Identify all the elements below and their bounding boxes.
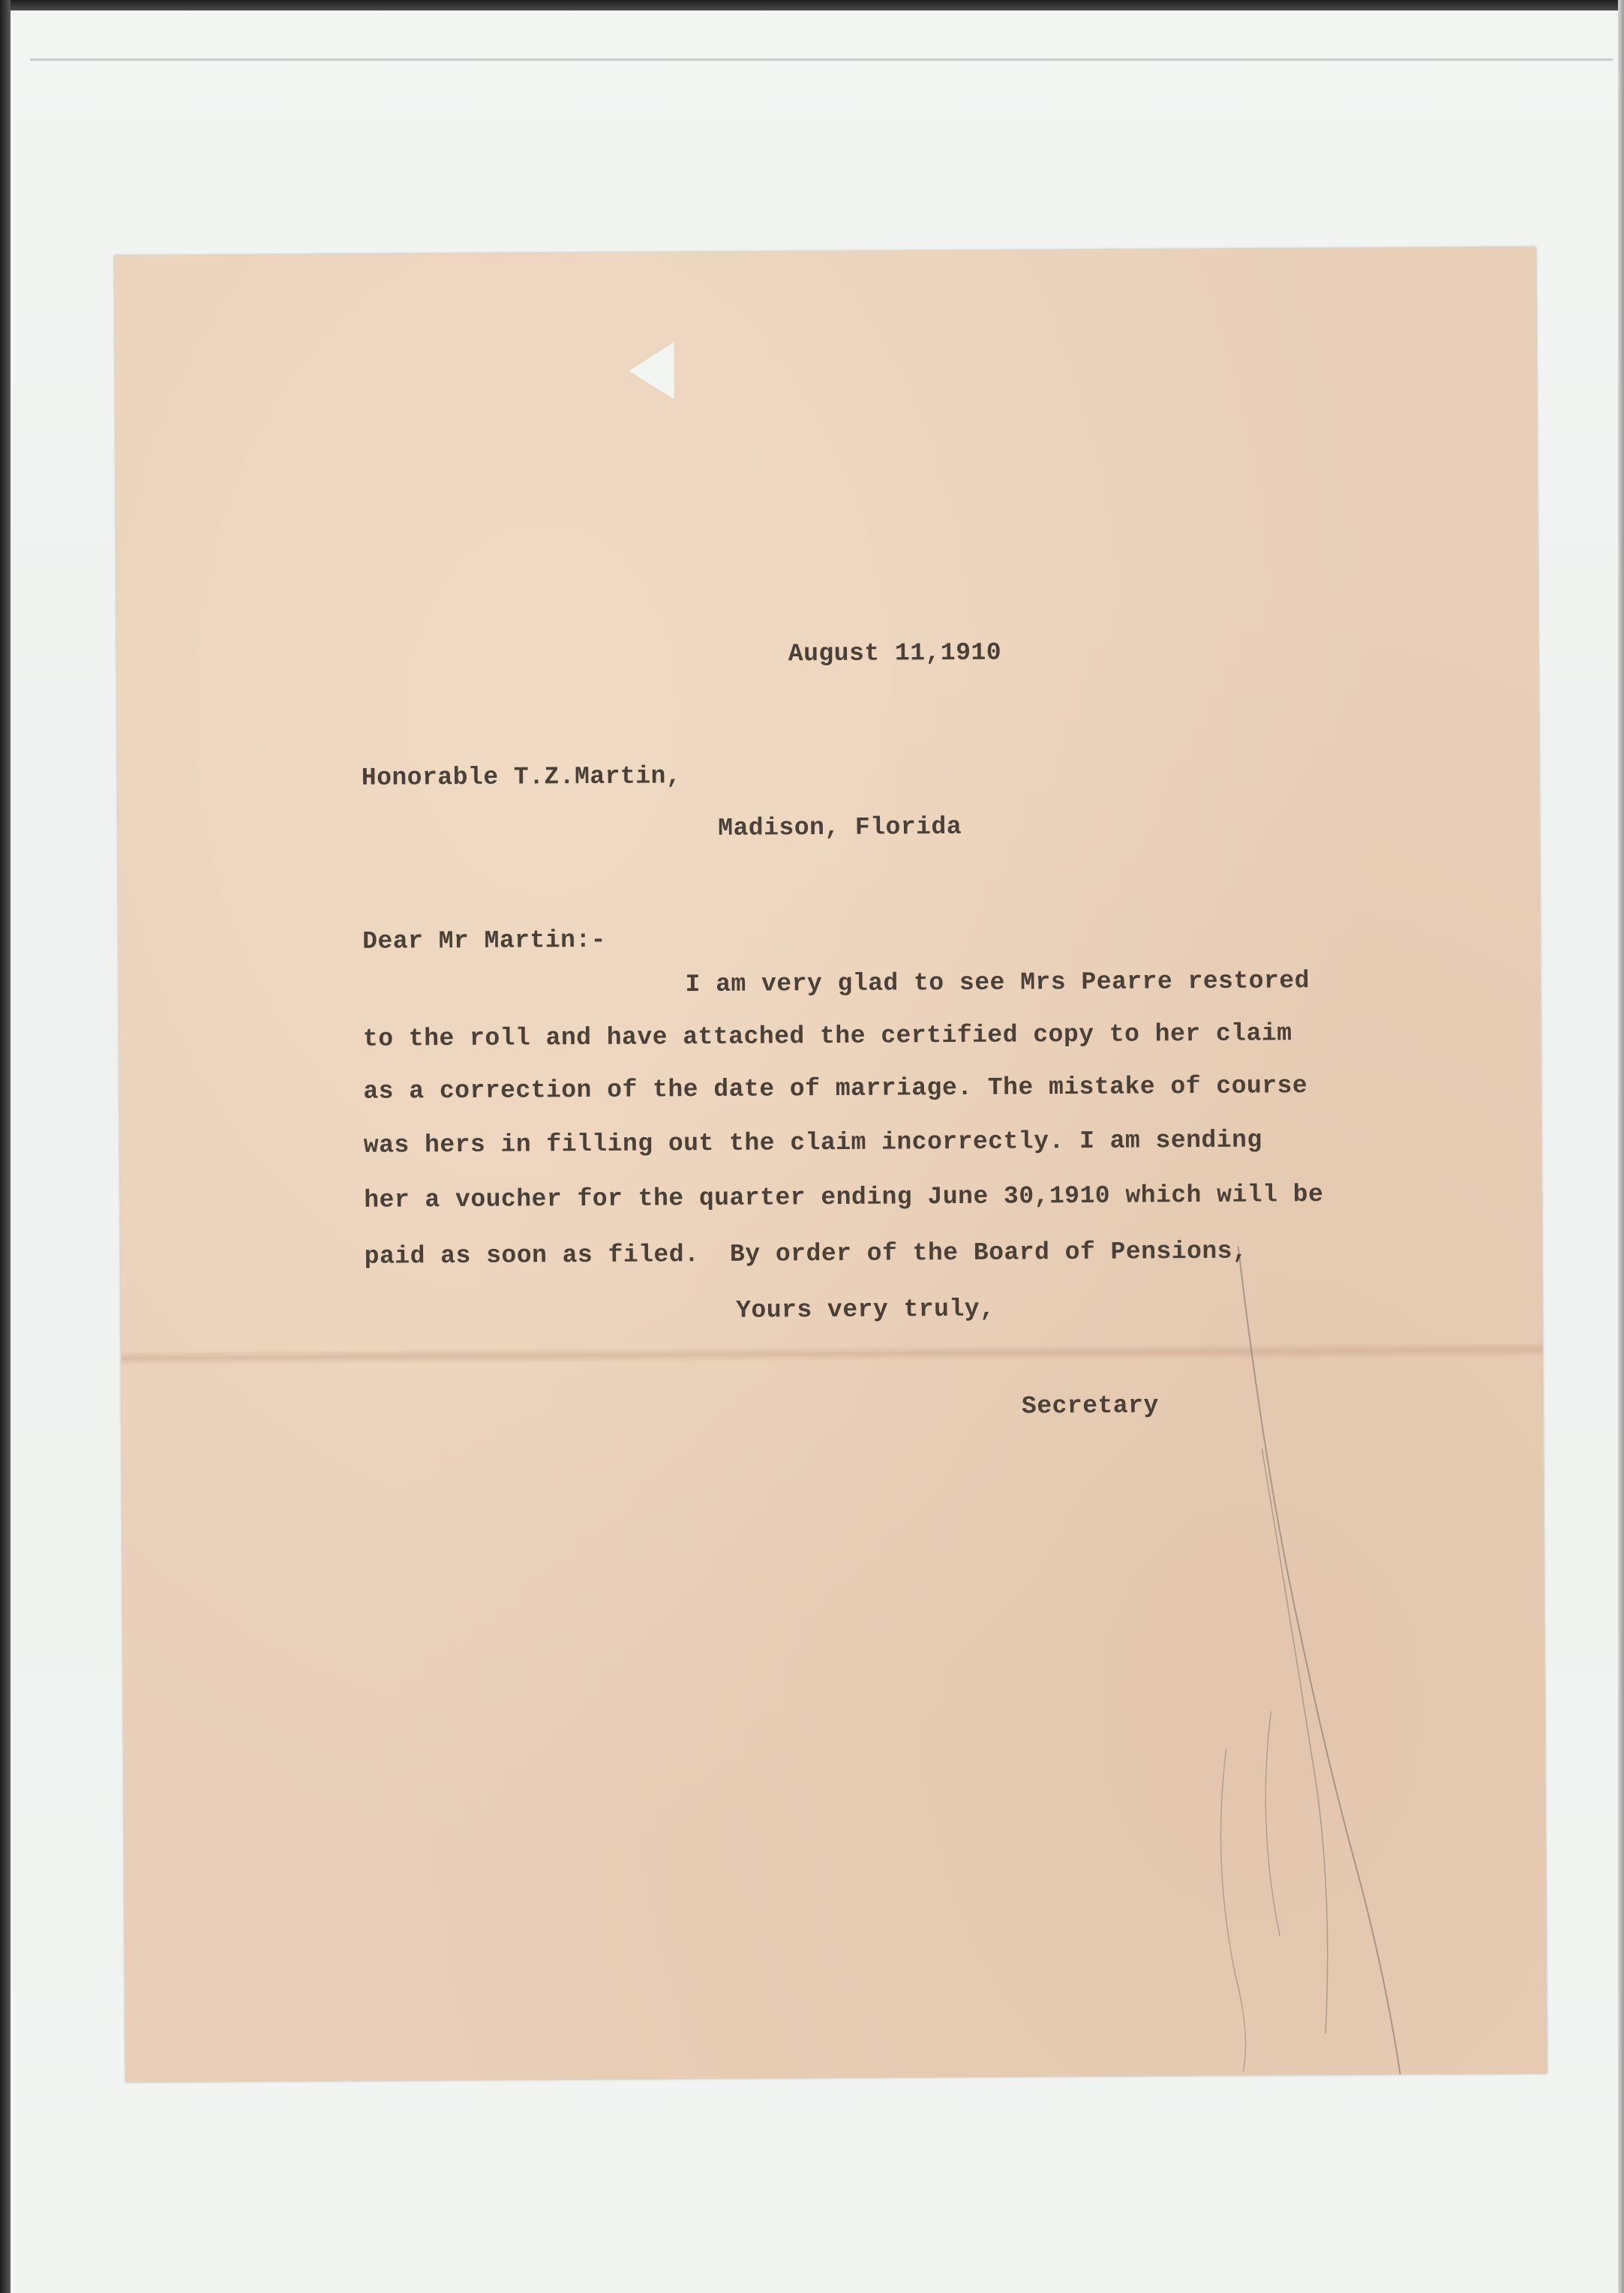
pencil-scribble (115, 247, 1547, 2082)
punch-hole-mark (629, 342, 674, 399)
body-line: I am very glad to see Mrs Pearre restored (685, 967, 1310, 999)
body-line: as a correction of the date of marriage. The mistake of course (363, 1072, 1308, 1106)
body-line: to the roll and have attached the certified copy to her claim (362, 1019, 1292, 1053)
paper-crease (121, 1342, 1542, 1366)
scanner-edge-top (0, 0, 1624, 11)
scanner-edge-left (0, 0, 11, 2293)
recipient-location: Madison, Florida (718, 812, 962, 842)
body-line: her a voucher for the quarter ending June 30,1910 which will be (364, 1180, 1324, 1214)
letter-date: August 11,1910 (788, 638, 1002, 668)
letter-page (115, 247, 1547, 2082)
closing: Yours very truly, (736, 1295, 995, 1325)
signature-title: Secretary (1021, 1391, 1159, 1421)
recipient-name: Honorable T.Z.Martin, (361, 762, 682, 792)
scanner-edge-right (1618, 0, 1624, 2293)
body-line: was hers in filling out the claim incorrectly. I am sending (363, 1126, 1262, 1160)
salutation: Dear Mr Martin:- (362, 926, 607, 956)
backing-sheet-edge (30, 59, 1613, 61)
body-line: paid as soon as filed. By order of the Board of Pensions, (364, 1237, 1248, 1271)
